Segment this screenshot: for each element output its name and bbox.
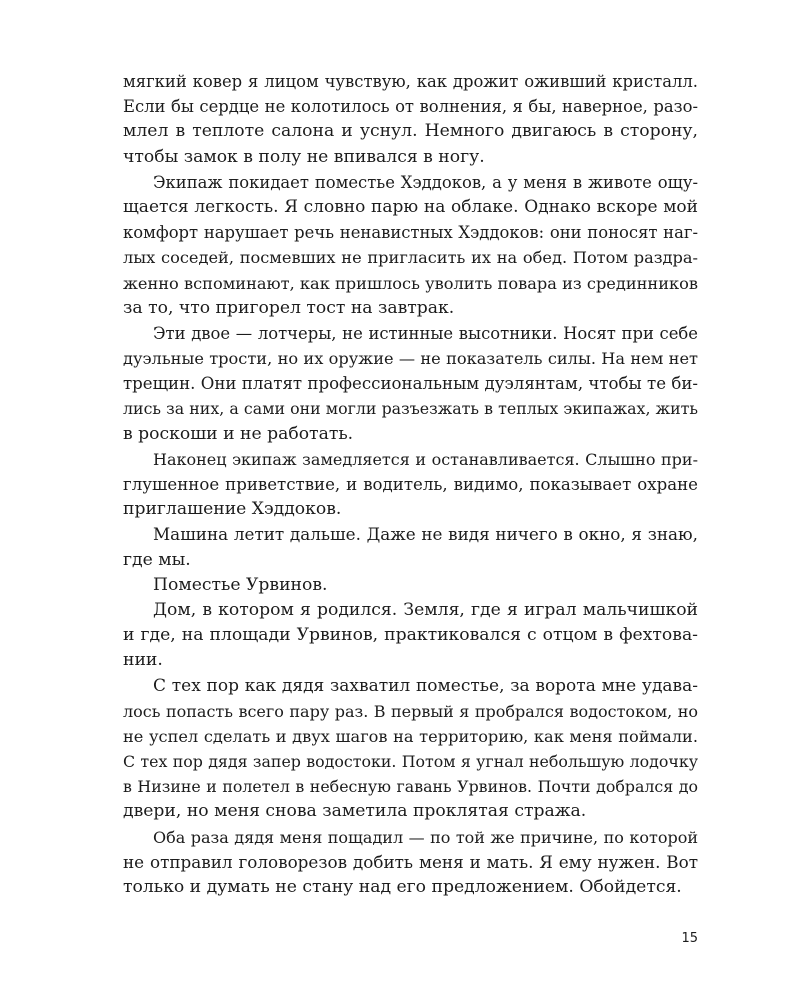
text-line: Оба раза дядя меня пощадил — по той же причине, по которой <box>153 827 698 847</box>
text-line: глушенное приветствие, и водитель, видимо, показывает охране <box>123 475 698 494</box>
text-line: Дом, в котором я родился. Земля, где я играл мальчишкой <box>153 599 698 620</box>
text-line: Наконец экипаж замедляется и останавливается. Слышно при- <box>153 449 698 469</box>
text-line: лись за них, а сами они могли разъезжать в теплых экипажах, жить <box>123 399 698 419</box>
text-line: Машина летит дальше. Даже не видя ничего в окно, я знаю, <box>153 524 698 545</box>
text-line: приглашение Хэддоков. <box>123 499 342 520</box>
text-line: С тех пор дядя запер водостоки. Потом я угнал небольшую лодочку <box>123 752 698 772</box>
text-line: не отправил головорезов добить меня и мать. Я ему нужен. Вот <box>123 851 698 872</box>
text-line: щается легкость. Я словно парю на облаке. Однако вскоре мой <box>123 196 698 217</box>
text-line: лых соседей, посмевших не пригласить их на обед. Потом раздра- <box>123 248 698 268</box>
text-line: где мы. <box>123 549 191 570</box>
page-number: 15 <box>681 931 698 946</box>
text-line: не успел сделать и двух шагов на территорию, как меня поймали. <box>123 726 698 746</box>
text-line: чтобы замок в полу не впивался в ногу. <box>123 146 485 167</box>
text-line: мягкий ковер я лицом чувствую, как дрожит оживший кристалл. <box>123 72 698 91</box>
text-line: трещин. Они платят профессиональным дуэлянтам, чтобы те би- <box>123 374 698 394</box>
text-line: дуэльные трости, но их оружие — не показатель силы. На нем нет <box>123 349 698 369</box>
text-line: в Низине и полетел в небесную гавань Урвинов. Почти добрался до <box>123 777 698 797</box>
text-line: двери, но меня снова заметила проклятая стража. <box>123 801 587 822</box>
text-line: Поместье Урвинов. <box>153 574 328 595</box>
text-line: Если бы сердце не колотилось от волнения, я бы, наверное, разо- <box>123 97 698 117</box>
text-line: С тех пор как дядя захватил поместье, за ворота мне удава- <box>153 675 698 696</box>
text-line: в роскоши и не работать. <box>123 423 354 444</box>
text-line: млел в теплоте салона и уснул. Немного двигаюсь в сторону, <box>123 121 698 142</box>
text-line: и где, на площади Урвинов, практиковался с отцом в фехтова- <box>123 625 698 646</box>
text-line: Экипаж покидает поместье Хэддоков, а у меня в животе ощу- <box>153 172 698 192</box>
body-text <box>123 69 698 900</box>
text-line: Эти двое — лотчеры, не истинные высотники. Носят при себе <box>153 323 698 343</box>
text-line: лось попасть всего пару раз. В первый я пробрался водостоком, но <box>123 701 698 721</box>
text-line: женно вспоминают, как пришлось уволить повара из срединников <box>123 273 698 293</box>
text-line: нии. <box>123 650 163 671</box>
text-line: за то, что пригорел тост на завтрак. <box>123 297 455 318</box>
text-line: только и думать не стану над его предложением. Обойдется. <box>123 877 682 897</box>
text-line: комфорт нарушает речь ненавистных Хэддоков: они поносят наг- <box>123 223 698 243</box>
